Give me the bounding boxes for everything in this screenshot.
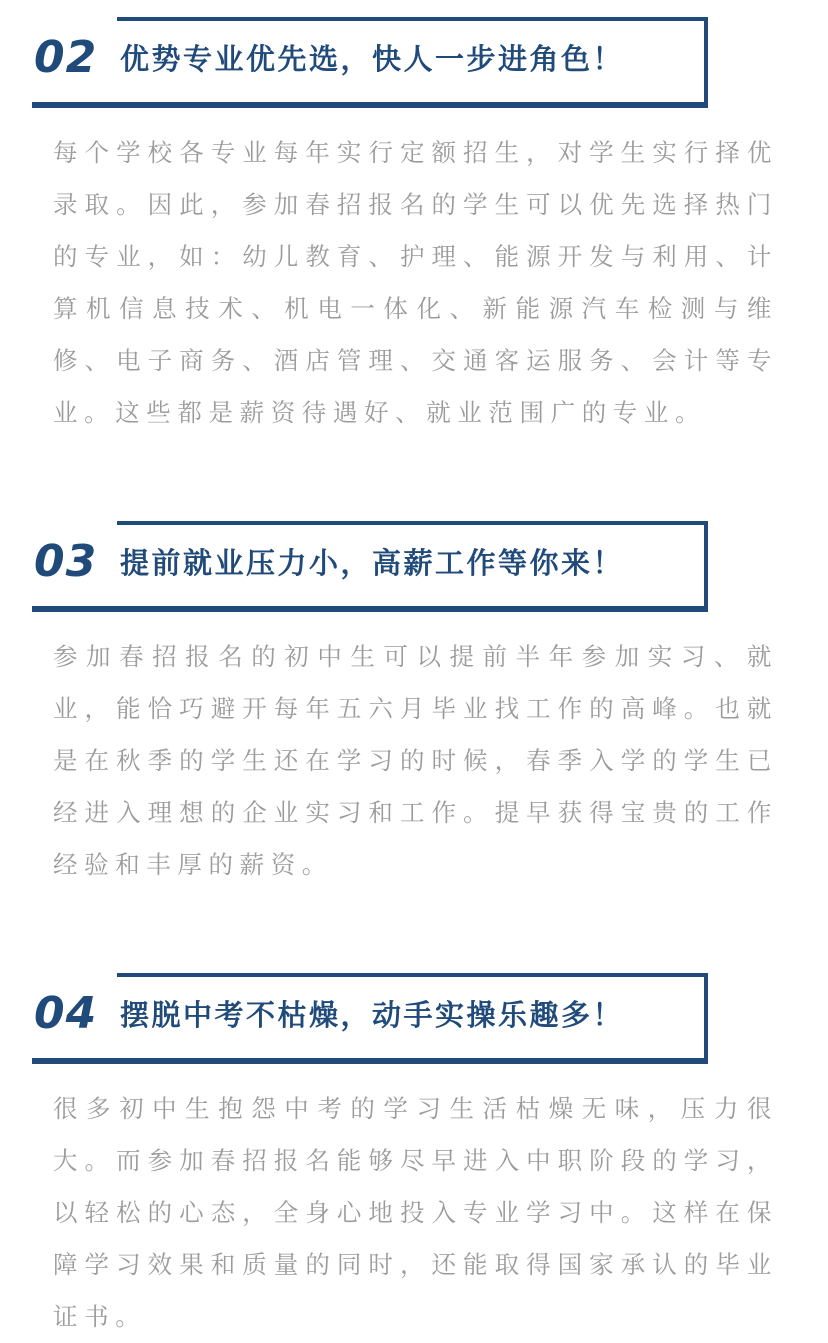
header-underline <box>32 102 708 108</box>
section-title: 提前就业压力小，高薪工作等你来！ <box>120 546 625 580</box>
section-02 <box>0 17 828 427</box>
section-body: 很多初中生抱怨中考的学习生活枯燥无味，压力很大。而参加春招报名能够尽早进入中职阶段的学习，以轻松的心态，全身心地投入专业学习中。这样在保障学习效果和质量的同时，还能取得国家承认的毕业证书。 <box>53 1094 778 1331</box>
section-body: 参加春招报名的初中生可以提前半年参加实习、就业，能恰巧避开每年五六月毕业找工作的高峰。也就是在秋季的学生还在学习的时候，春季入学的学生已经进入理想的企业实习和工作。提早获得宝贵的工作经验和丰厚的薪资。 <box>53 642 778 879</box>
section-header <box>0 521 828 616</box>
section-body: 每个学校各专业每年实行定额招生，对学生实行择优录取。因此，参加春招报名的学生可以优先选择热门的专业，如：幼儿教育、护理、能源开发与利用、计算机信息技术、机电一体化、新能源汽车检测与维修、电子商务、酒店管理、交通客运服务、会计等专业。这些都是薪资待遇好、就业范围广的专业。 <box>53 138 778 427</box>
section-header <box>0 17 828 112</box>
section-04 <box>0 973 828 1331</box>
header-underline <box>32 606 708 612</box>
section-number: 04 <box>34 988 98 1039</box>
section-03 <box>0 521 828 879</box>
section-title: 优势专业优先选，快人一步进角色！ <box>120 42 625 76</box>
section-number: 02 <box>34 32 98 83</box>
section-number: 03 <box>34 536 98 587</box>
section-header <box>0 973 828 1068</box>
section-title: 摆脱中考不枯燥，动手实操乐趣多！ <box>120 998 625 1032</box>
header-underline <box>32 1058 708 1064</box>
